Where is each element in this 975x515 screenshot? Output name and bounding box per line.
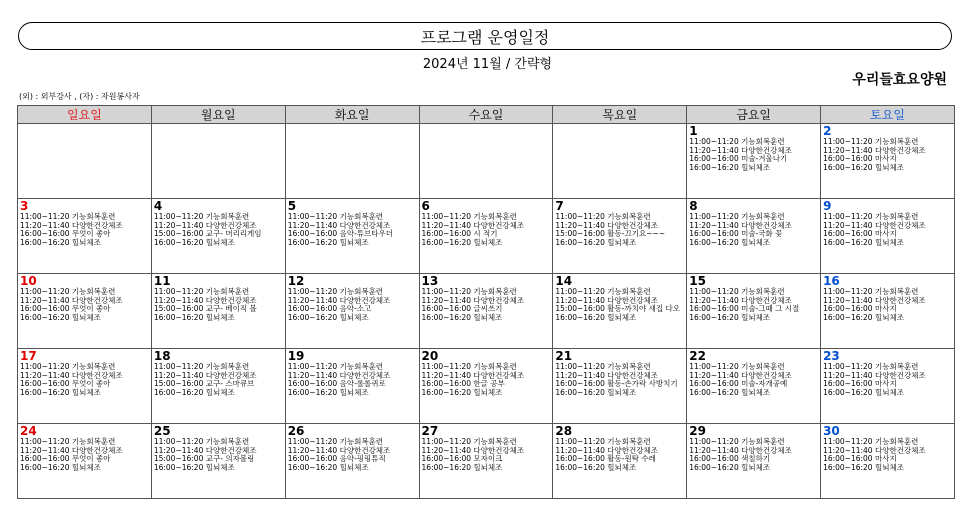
schedule-entry: 16:00~16:00 한글 공부 — [421, 379, 505, 389]
calendar-empty-cell — [18, 124, 152, 199]
day-number: 11 — [153, 274, 171, 288]
weekday-header-sun: 일요일 — [18, 106, 152, 124]
schedule-entry: 11:20~11:40 다양한건강체조 — [287, 220, 391, 230]
calendar-empty-cell — [553, 124, 687, 199]
calendar-body — [18, 124, 955, 499]
schedule-entry: 11:20~11:40 다양한건강체조 — [20, 220, 123, 230]
schedule-entry: 16:00~16:00 무엇이 좋아 — [20, 229, 111, 239]
schedule-entry: 11:20~11:40 다양한건강체조 — [153, 295, 257, 305]
schedule-entry: 11:20~11:40 다양한건강체조 — [689, 145, 792, 155]
schedule-entry: 11:20~11:40 다양한건강체조 — [421, 295, 525, 305]
schedule-entry: 16:00~16:20 힐뇌체조 — [555, 462, 637, 472]
schedule-entry: 11:00~11:20 기능회복훈련 — [153, 287, 250, 296]
schedule-entry: 11:20~11:40 다양한건강체조 — [689, 445, 792, 455]
schedule-entry: 11:20~11:40 다양한건강체조 — [823, 295, 926, 305]
schedule-entry: 16:00~16:20 힐뇌체조 — [555, 387, 637, 397]
schedule-entry: 11:20~11:40 다양한건강체조 — [689, 295, 792, 305]
calendar-day-cell — [285, 274, 419, 349]
calendar-day-cell — [821, 349, 955, 424]
weekday-header-fri: 금요일 — [687, 106, 821, 124]
calendar-week-row — [18, 199, 955, 274]
schedule-entry: 16:00~16:20 힐뇌체조 — [421, 312, 503, 322]
schedule-entry: 16:00~16:20 힐뇌체조 — [20, 387, 101, 397]
schedule-entry: 11:00~11:20 기능회복훈련 — [421, 362, 517, 371]
day-number: 26 — [287, 424, 305, 438]
schedule-entry: 16:00~16:20 힐뇌체조 — [20, 462, 101, 472]
weekday-header-sat: 토요일 — [821, 106, 955, 124]
schedule-entry: 11:20~11:40 다양한건강체조 — [555, 220, 658, 230]
calendar-day-cell — [285, 199, 419, 274]
schedule-entry: 11:00~11:20 기능회복훈련 — [287, 362, 384, 371]
page-subtitle: 2024년 11월 / 간략형 — [422, 57, 553, 72]
weekday-header-row — [18, 106, 955, 124]
schedule-entry: 16:00~16:00 미술-겨울나기 — [689, 154, 788, 164]
day-number: 16 — [823, 274, 840, 288]
day-number: 28 — [555, 424, 573, 438]
schedule-entry: 11:20~11:40 다양한건강체조 — [421, 220, 525, 230]
schedule-entry: 16:00~16:00 활동-손가락 사방치기 — [555, 379, 678, 389]
weekday-header-thu: 목요일 — [553, 106, 687, 124]
schedule-entry: 11:00~11:20 기능회복훈련 — [689, 362, 785, 371]
calendar-empty-cell — [419, 124, 553, 199]
schedule-entry: 16:00~16:20 힐뇌체조 — [689, 162, 771, 172]
schedule-entry: 11:20~11:40 다양한건강체조 — [421, 445, 525, 455]
calendar-table — [17, 105, 955, 499]
calendar-day-cell — [419, 274, 553, 349]
calendar-week-row — [18, 349, 955, 424]
schedule-entry: 11:20~11:40 다양한건강체조 — [20, 445, 123, 455]
schedule-entry: 16:00~16:20 힐뇌체조 — [689, 462, 771, 472]
day-number: 27 — [421, 424, 439, 438]
calendar-day-cell — [821, 199, 955, 274]
schedule-entry: 11:20~11:40 다양한건강체조 — [823, 220, 926, 230]
schedule-entry: 16:00~16:20 힐뇌체조 — [287, 312, 369, 322]
schedule-entry: 11:00~11:20 기능회복훈련 — [153, 362, 250, 371]
schedule-entry: 11:20~11:40 다양한건강체조 — [823, 445, 926, 455]
day-number: 24 — [20, 424, 37, 438]
schedule-entry: 11:00~11:20 기능회복훈련 — [555, 287, 651, 296]
calendar-day-cell — [151, 349, 285, 424]
page-title — [18, 22, 952, 50]
schedule-entry: 16:00~16:00 무엇이 좋아 — [20, 379, 111, 389]
day-number: 6 — [421, 199, 430, 213]
schedule-entry: 11:20~11:40 다양한건강체조 — [20, 295, 123, 305]
schedule-entry: 11:20~11:40 다양한건강체조 — [689, 220, 792, 230]
calendar-day-cell — [151, 199, 285, 274]
schedule-entry: 11:00~11:20 기능회복훈련 — [153, 212, 250, 221]
day-number: 22 — [689, 349, 706, 363]
schedule-entry: 11:20~11:40 다양한건강체조 — [287, 370, 391, 380]
day-number: 21 — [555, 349, 573, 363]
day-number: 14 — [555, 274, 573, 288]
day-number: 30 — [823, 424, 840, 438]
schedule-entry: 11:00~11:20 기능회복훈련 — [287, 287, 384, 296]
calendar-day-cell — [553, 274, 687, 349]
day-number: 8 — [689, 199, 698, 213]
calendar-day-cell — [687, 199, 821, 274]
schedule-entry: 16:00~16:00 미술-그때 그 시절 — [689, 304, 800, 314]
calendar-day-cell — [18, 199, 152, 274]
schedule-entry: 16:00~16:20 힐뇌체조 — [20, 237, 101, 247]
day-number: 17 — [20, 349, 37, 363]
schedule-entry: 16:00~16:20 힐뇌체조 — [555, 237, 637, 247]
schedule-entry: 16:00~16:20 힐뇌체조 — [287, 462, 369, 472]
schedule-entry: 15:00~16:00 교구- 베이직 볼 — [153, 304, 257, 314]
calendar-day-cell — [18, 349, 152, 424]
legend-note: (외) : 외부강사 , (자) : 자원봉사자 — [19, 92, 140, 101]
schedule-entry: 16:00~16:00 음악-핑핑튜직 — [287, 454, 386, 464]
schedule-entry: 16:00~16:20 힐뇌체조 — [689, 237, 771, 247]
schedule-entry: 16:00~16:00 모자이크 — [421, 454, 503, 464]
calendar-day-cell — [18, 424, 152, 499]
calendar-day-cell — [821, 124, 955, 199]
schedule-entry: 11:20~11:40 다양한건강체조 — [823, 145, 926, 155]
schedule-entry: 16:00~16:20 힐뇌체조 — [421, 387, 503, 397]
calendar-day-cell — [687, 124, 821, 199]
calendar-day-cell — [18, 274, 152, 349]
schedule-entry: 11:20~11:40 다양한건강체조 — [555, 445, 658, 455]
day-number: 1 — [689, 124, 698, 138]
schedule-entry: 11:00~11:20 기능회복훈련 — [555, 212, 651, 221]
day-number: 20 — [421, 349, 439, 363]
schedule-entry: 16:00~16:00 색칠하기 — [689, 454, 771, 464]
day-number: 10 — [20, 274, 37, 288]
schedule-entry: 16:00~16:20 힐뇌체조 — [823, 237, 904, 247]
calendar-week-row — [18, 274, 955, 349]
schedule-entry: 15:00~16:00 활동-까치야 새집 다오 — [555, 304, 680, 314]
weekday-header-tue: 화요일 — [285, 106, 419, 124]
day-number: 12 — [287, 274, 305, 288]
schedule-entry: 11:00~11:20 기능회복훈련 — [823, 287, 919, 296]
schedule-entry: 11:00~11:20 기능회복훈련 — [823, 137, 919, 146]
calendar-day-cell — [419, 199, 553, 274]
schedule-entry: 16:00~16:20 힐뇌체조 — [689, 387, 771, 397]
schedule-entry: 16:00~16:20 힐뇌체조 — [689, 312, 771, 322]
calendar-day-cell — [553, 199, 687, 274]
schedule-entry: 15:00~16:00 활동-끄기요~~~ — [555, 229, 666, 239]
day-number: 19 — [287, 349, 305, 363]
schedule-entry: 16:00~16:20 힐뇌체조 — [153, 462, 235, 472]
calendar-empty-cell — [285, 124, 419, 199]
schedule-entry: 11:20~11:40 다양한건강체조 — [421, 370, 525, 380]
day-number: 23 — [823, 349, 840, 363]
schedule-entry: 16:00~16:00 시 적기 — [421, 229, 498, 239]
schedule-entry: 16:00~16:00 마사지 — [823, 304, 897, 314]
schedule-entry: 11:00~11:20 기능회복훈련 — [20, 287, 116, 296]
schedule-entry: 16:00~16:20 힐뇌체조 — [823, 462, 904, 472]
schedule-entry: 11:00~11:20 기능회복훈련 — [689, 437, 785, 446]
schedule-entry: 16:00~16:20 힐뇌체조 — [20, 312, 101, 322]
weekday-header-wed: 수요일 — [419, 106, 553, 124]
schedule-entry: 11:00~11:20 기능회복훈련 — [421, 212, 517, 221]
day-number: 29 — [689, 424, 706, 438]
schedule-entry: 16:00~16:00 음악-소고 — [287, 304, 372, 314]
schedule-entry: 11:00~11:20 기능회복훈련 — [20, 362, 116, 371]
schedule-entry: 16:00~16:20 힐뇌체조 — [287, 237, 369, 247]
schedule-entry: 11:00~11:20 기능회복훈련 — [555, 362, 651, 371]
day-number: 15 — [689, 274, 706, 288]
schedule-entry: 15:00~16:00 교구- 스마큐브 — [153, 379, 255, 389]
calendar-week-row — [18, 124, 955, 199]
schedule-entry: 11:00~11:20 기능회복훈련 — [421, 287, 517, 296]
schedule-entry: 11:00~11:20 기능회복훈련 — [689, 212, 785, 221]
schedule-entry: 11:00~11:20 기능회복훈련 — [689, 287, 785, 296]
calendar-day-cell — [687, 349, 821, 424]
schedule-entry: 11:00~11:20 기능회복훈련 — [153, 437, 250, 446]
schedule-entry: 16:00~16:00 활동-원탁 수레 — [555, 454, 656, 464]
schedule-entry: 11:00~11:20 기능회복훈련 — [20, 212, 116, 221]
calendar-empty-cell — [151, 124, 285, 199]
schedule-entry: 11:20~11:40 다양한건강체조 — [153, 220, 257, 230]
day-number: 13 — [421, 274, 439, 288]
calendar-day-cell — [151, 424, 285, 499]
schedule-entry: 11:20~11:40 다양한건강체조 — [153, 445, 257, 455]
calendar-day-cell — [553, 424, 687, 499]
schedule-entry: 16:00~16:20 힐뇌체조 — [823, 162, 904, 172]
schedule-entry: 16:00~16:20 힐뇌체조 — [153, 237, 235, 247]
schedule-entry: 11:00~11:20 기능회복훈련 — [20, 437, 116, 446]
schedule-entry: 16:00~16:00 무엇이 좋아 — [20, 454, 111, 464]
schedule-entry: 16:00~16:20 힐뇌체조 — [287, 387, 369, 397]
calendar-day-cell — [687, 274, 821, 349]
day-number: 2 — [823, 124, 832, 138]
schedule-entry: 16:00~16:00 미술-국화 꽃 — [689, 229, 783, 239]
day-number: 25 — [153, 424, 171, 438]
calendar-week-row — [18, 424, 955, 499]
schedule-entry: 11:20~11:40 다양한건강체조 — [287, 295, 391, 305]
calendar-day-cell — [419, 424, 553, 499]
calendar-day-cell — [151, 274, 285, 349]
calendar-day-cell — [553, 349, 687, 424]
schedule-entry: 16:00~16:00 마사지 — [823, 154, 897, 164]
schedule-entry: 16:00~16:20 힐뇌체조 — [555, 312, 637, 322]
schedule-entry: 16:00~16:20 힐뇌체조 — [823, 312, 904, 322]
calendar-day-cell — [687, 424, 821, 499]
schedule-entry: 16:00~16:20 힐뇌체조 — [823, 387, 904, 397]
schedule-entry: 16:00~16:20 힐뇌체조 — [421, 462, 503, 472]
schedule-entry: 11:00~11:20 기능회복훈련 — [689, 137, 785, 146]
schedule-entry: 15:00~16:00 교구- 의자볼링 — [153, 454, 255, 464]
schedule-entry: 15:00~16:00 교구- 머리리게임 — [153, 229, 262, 239]
calendar-day-cell — [419, 349, 553, 424]
schedule-entry: 11:00~11:20 기능회복훈련 — [823, 212, 919, 221]
schedule-entry: 11:00~11:20 기능회복훈련 — [823, 362, 919, 371]
schedule-entry: 11:00~11:20 기능회복훈련 — [287, 437, 384, 446]
schedule-entry: 16:00~16:00 미술-자개공예 — [689, 379, 788, 389]
schedule-entry: 16:00~16:00 글씨쓰기 — [421, 304, 503, 314]
schedule-entry: 16:00~16:00 음악-롤롤퀴로 — [287, 379, 386, 389]
day-number: 7 — [555, 199, 564, 213]
page-title-text: 프로그램 운영일정 — [420, 27, 550, 47]
schedule-entry: 11:20~11:40 다양한건강체조 — [287, 445, 391, 455]
day-number: 5 — [287, 199, 297, 213]
schedule-entry: 11:20~11:40 다양한건강체조 — [555, 370, 658, 380]
schedule-entry: 16:00~16:00 음악-튜브타우더 — [287, 229, 394, 239]
calendar-day-cell — [285, 349, 419, 424]
weekday-header-mon: 월요일 — [151, 106, 285, 124]
day-number: 4 — [153, 199, 163, 213]
schedule-entry: 11:00~11:20 기능회복훈련 — [421, 437, 517, 446]
schedule-entry: 11:00~11:20 기능회복훈련 — [287, 212, 384, 221]
facility-name: 우리들효요양원 — [852, 72, 947, 88]
schedule-entry: 11:20~11:40 다양한건강체조 — [555, 295, 658, 305]
calendar-day-cell — [821, 424, 955, 499]
calendar-day-cell — [821, 274, 955, 349]
schedule-entry: 16:00~16:00 마사지 — [823, 379, 897, 389]
day-number: 18 — [153, 349, 171, 363]
day-number: 3 — [20, 199, 29, 213]
schedule-entry: 11:00~11:20 기능회복훈련 — [555, 437, 651, 446]
schedule-entry: 16:00~16:00 무엇이 좋아 — [20, 304, 111, 314]
schedule-entry: 16:00~16:00 마사지 — [823, 229, 897, 239]
schedule-entry: 16:00~16:20 힐뇌체조 — [421, 237, 503, 247]
schedule-entry: 11:20~11:40 다양한건강체조 — [153, 370, 257, 380]
schedule-entry: 16:00~16:20 힐뇌체조 — [153, 387, 235, 397]
calendar-day-cell — [285, 424, 419, 499]
day-number: 9 — [823, 199, 832, 213]
schedule-entry: 11:20~11:40 다양한건강체조 — [689, 370, 792, 380]
schedule-entry: 16:00~16:20 힐뇌체조 — [153, 312, 235, 322]
schedule-entry: 11:00~11:20 기능회복훈련 — [823, 437, 919, 446]
schedule-entry: 11:20~11:40 다양한건강체조 — [20, 370, 123, 380]
schedule-entry: 11:20~11:40 다양한건강체조 — [823, 370, 926, 380]
schedule-entry: 16:00~16:00 마사지 — [823, 454, 897, 464]
